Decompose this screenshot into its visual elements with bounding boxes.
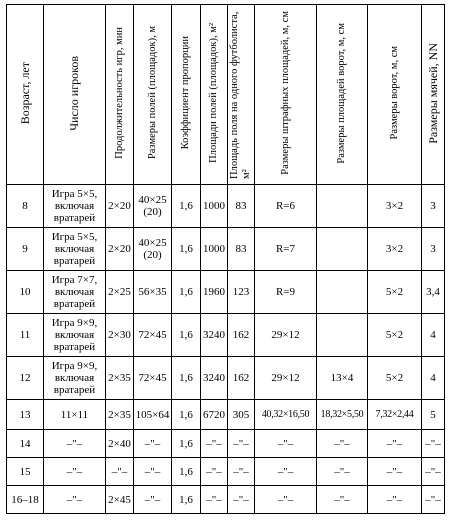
cell-goal-size: 7,32×2,44 [368,400,422,430]
header-duration: Продолжительность игр, мин [113,27,125,159]
cell-age: 12 [7,357,44,400]
cell-penalty-area: R=7 [255,228,317,271]
table-row [7,458,445,486]
cell-area: 1000 [201,228,228,271]
cell-ball-size: –"– [422,430,445,458]
cell-ratio: 1,6 [172,271,201,314]
cell-players: –"– [44,430,106,458]
header-cell [7,5,44,185]
cell-duration: 2×35 [106,357,134,400]
cell-penalty-area: 29×12 [255,314,317,357]
cell-duration: 2×25 [106,271,134,314]
cell-players: Игра 9×9, включая вратарей [44,357,106,400]
header-cell [317,5,368,185]
cell-players: 11×11 [44,400,106,430]
cell-ball-size: –"– [422,486,445,514]
header-cell [134,5,172,185]
cell-goal-area: 18,32×5,50 [317,400,368,430]
cell-ball-size: –"– [422,458,445,486]
cell-area-per-player: –"– [228,458,255,486]
cell-ball-size: 3 [422,185,445,228]
cell-ratio: 1,6 [172,314,201,357]
cell-field-size: –"– [134,486,172,514]
cell-area-per-player: 83 [228,228,255,271]
cell-players: Игра 7×7, включая вратарей [44,271,106,314]
header-cell [172,5,201,185]
cell-ball-size: 3 [422,228,445,271]
header-field-size: Размеры полей (площадок), м [146,26,158,160]
cell-penalty-area: 40,32×16,50 [255,400,317,430]
table-row [7,430,445,458]
cell-goal-size: 5×2 [368,357,422,400]
header-ball-size: Размеры мячей, NN [425,42,440,144]
cell-age: 10 [7,271,44,314]
cell-ratio: 1,6 [172,458,201,486]
cell-goal-area: –"– [317,458,368,486]
header-goal-area: Размеры площадей ворот, м, см [336,22,347,164]
cell-field-size: 56×35 [134,271,172,314]
cell-area: 3240 [201,314,228,357]
cell-ball-size: 4 [422,357,445,400]
cell-ratio: 1,6 [172,357,201,400]
cell-goal-size: –"– [368,430,422,458]
header-ratio: Коэффициент пропорции [180,36,191,150]
table-row [7,357,445,400]
cell-area: 3240 [201,357,228,400]
cell-age: 8 [7,185,44,228]
table-row [7,486,445,514]
cell-goal-size: 3×2 [368,228,422,271]
cell-goal-area: –"– [317,486,368,514]
cell-ratio: 1,6 [172,185,201,228]
cell-duration: 2×40 [106,430,134,458]
cell-age: 13 [7,400,44,430]
header-area-per-player: Площадь поля на одного футболиста, м² [229,11,252,179]
header-cell [106,5,134,185]
cell-area: 6720 [201,400,228,430]
cell-goal-size: 3×2 [368,185,422,228]
cell-goal-area [317,271,368,314]
cell-area: –"– [201,486,228,514]
cell-ratio: 1,6 [172,430,201,458]
cell-area: –"– [201,458,228,486]
cell-field-size: 40×25 (20) [134,185,172,228]
cell-goal-area [317,185,368,228]
table-row [7,271,445,314]
cell-field-size: –"– [134,458,172,486]
cell-area-per-player: 162 [228,314,255,357]
cell-area-per-player: –"– [228,430,255,458]
cell-goal-size: 5×2 [368,314,422,357]
cell-goal-size: –"– [368,486,422,514]
header-players: Число игроков [67,55,81,131]
cell-duration: 2×45 [106,486,134,514]
cell-goal-size: 5×2 [368,271,422,314]
cell-field-size: 40×25 (20) [134,228,172,271]
cell-area: –"– [201,430,228,458]
cell-area-per-player: 123 [228,271,255,314]
cell-age: 9 [7,228,44,271]
cell-goal-area: 13×4 [317,357,368,400]
table-row [7,185,445,228]
cell-duration: 2×20 [106,228,134,271]
cell-duration: 2×35 [106,400,134,430]
cell-field-size: 105×64 [134,400,172,430]
cell-area-per-player: 162 [228,357,255,400]
cell-players: Игра 5×5, включая вратарей [44,228,106,271]
header-cell [368,5,422,185]
cell-ratio: 1,6 [172,486,201,514]
cell-penalty-area: 29×12 [255,357,317,400]
cell-players: Игра 9×9, включая вратарей [44,314,106,357]
header-age: Возраст, лет [17,61,32,125]
header-cell [44,5,106,185]
cell-goal-area [317,228,368,271]
cell-field-size: –"– [134,430,172,458]
cell-penalty-area: R=6 [255,185,317,228]
cell-area-per-player: 305 [228,400,255,430]
header-cell [201,5,228,185]
cell-goal-area [317,314,368,357]
cell-ball-size: 3,4 [422,271,445,314]
cell-goal-area: –"– [317,430,368,458]
football-parameters-table [6,4,445,514]
cell-penalty-area: R=9 [255,271,317,314]
table-row [7,314,445,357]
cell-ball-size: 5 [422,400,445,430]
cell-ratio: 1,6 [172,228,201,271]
cell-players: –"– [44,458,106,486]
cell-ball-size: 4 [422,314,445,357]
cell-penalty-area: –"– [255,458,317,486]
cell-area: 1000 [201,185,228,228]
table-row [7,228,445,271]
cell-ratio: 1,6 [172,400,201,430]
header-cell [228,5,255,185]
cell-duration: 2×20 [106,185,134,228]
cell-area-per-player: 83 [228,185,255,228]
cell-age: 15 [7,458,44,486]
header-area: Площади полей (площадок), м² [208,23,219,163]
cell-age: 16–18 [7,486,44,514]
table-row [7,400,445,430]
cell-area-per-player: –"– [228,486,255,514]
cell-age: 11 [7,314,44,357]
header-cell [255,5,317,185]
cell-area: 1960 [201,271,228,314]
cell-players: –"– [44,486,106,514]
header-penalty-area: Размеры штрафных площадей, м, см [279,11,291,175]
cell-duration: 2×30 [106,314,134,357]
cell-field-size: 72×45 [134,314,172,357]
cell-penalty-area: –"– [255,430,317,458]
cell-players: Игра 5×5, включая вратарей [44,185,106,228]
header-cell [422,5,445,185]
cell-goal-size: –"– [368,458,422,486]
cell-duration: –"– [106,458,134,486]
cell-penalty-area: –"– [255,486,317,514]
header-goal-size: Размеры ворот, м, см [388,46,400,140]
cell-age: 14 [7,430,44,458]
cell-field-size: 72×45 [134,357,172,400]
header-row [7,5,445,185]
